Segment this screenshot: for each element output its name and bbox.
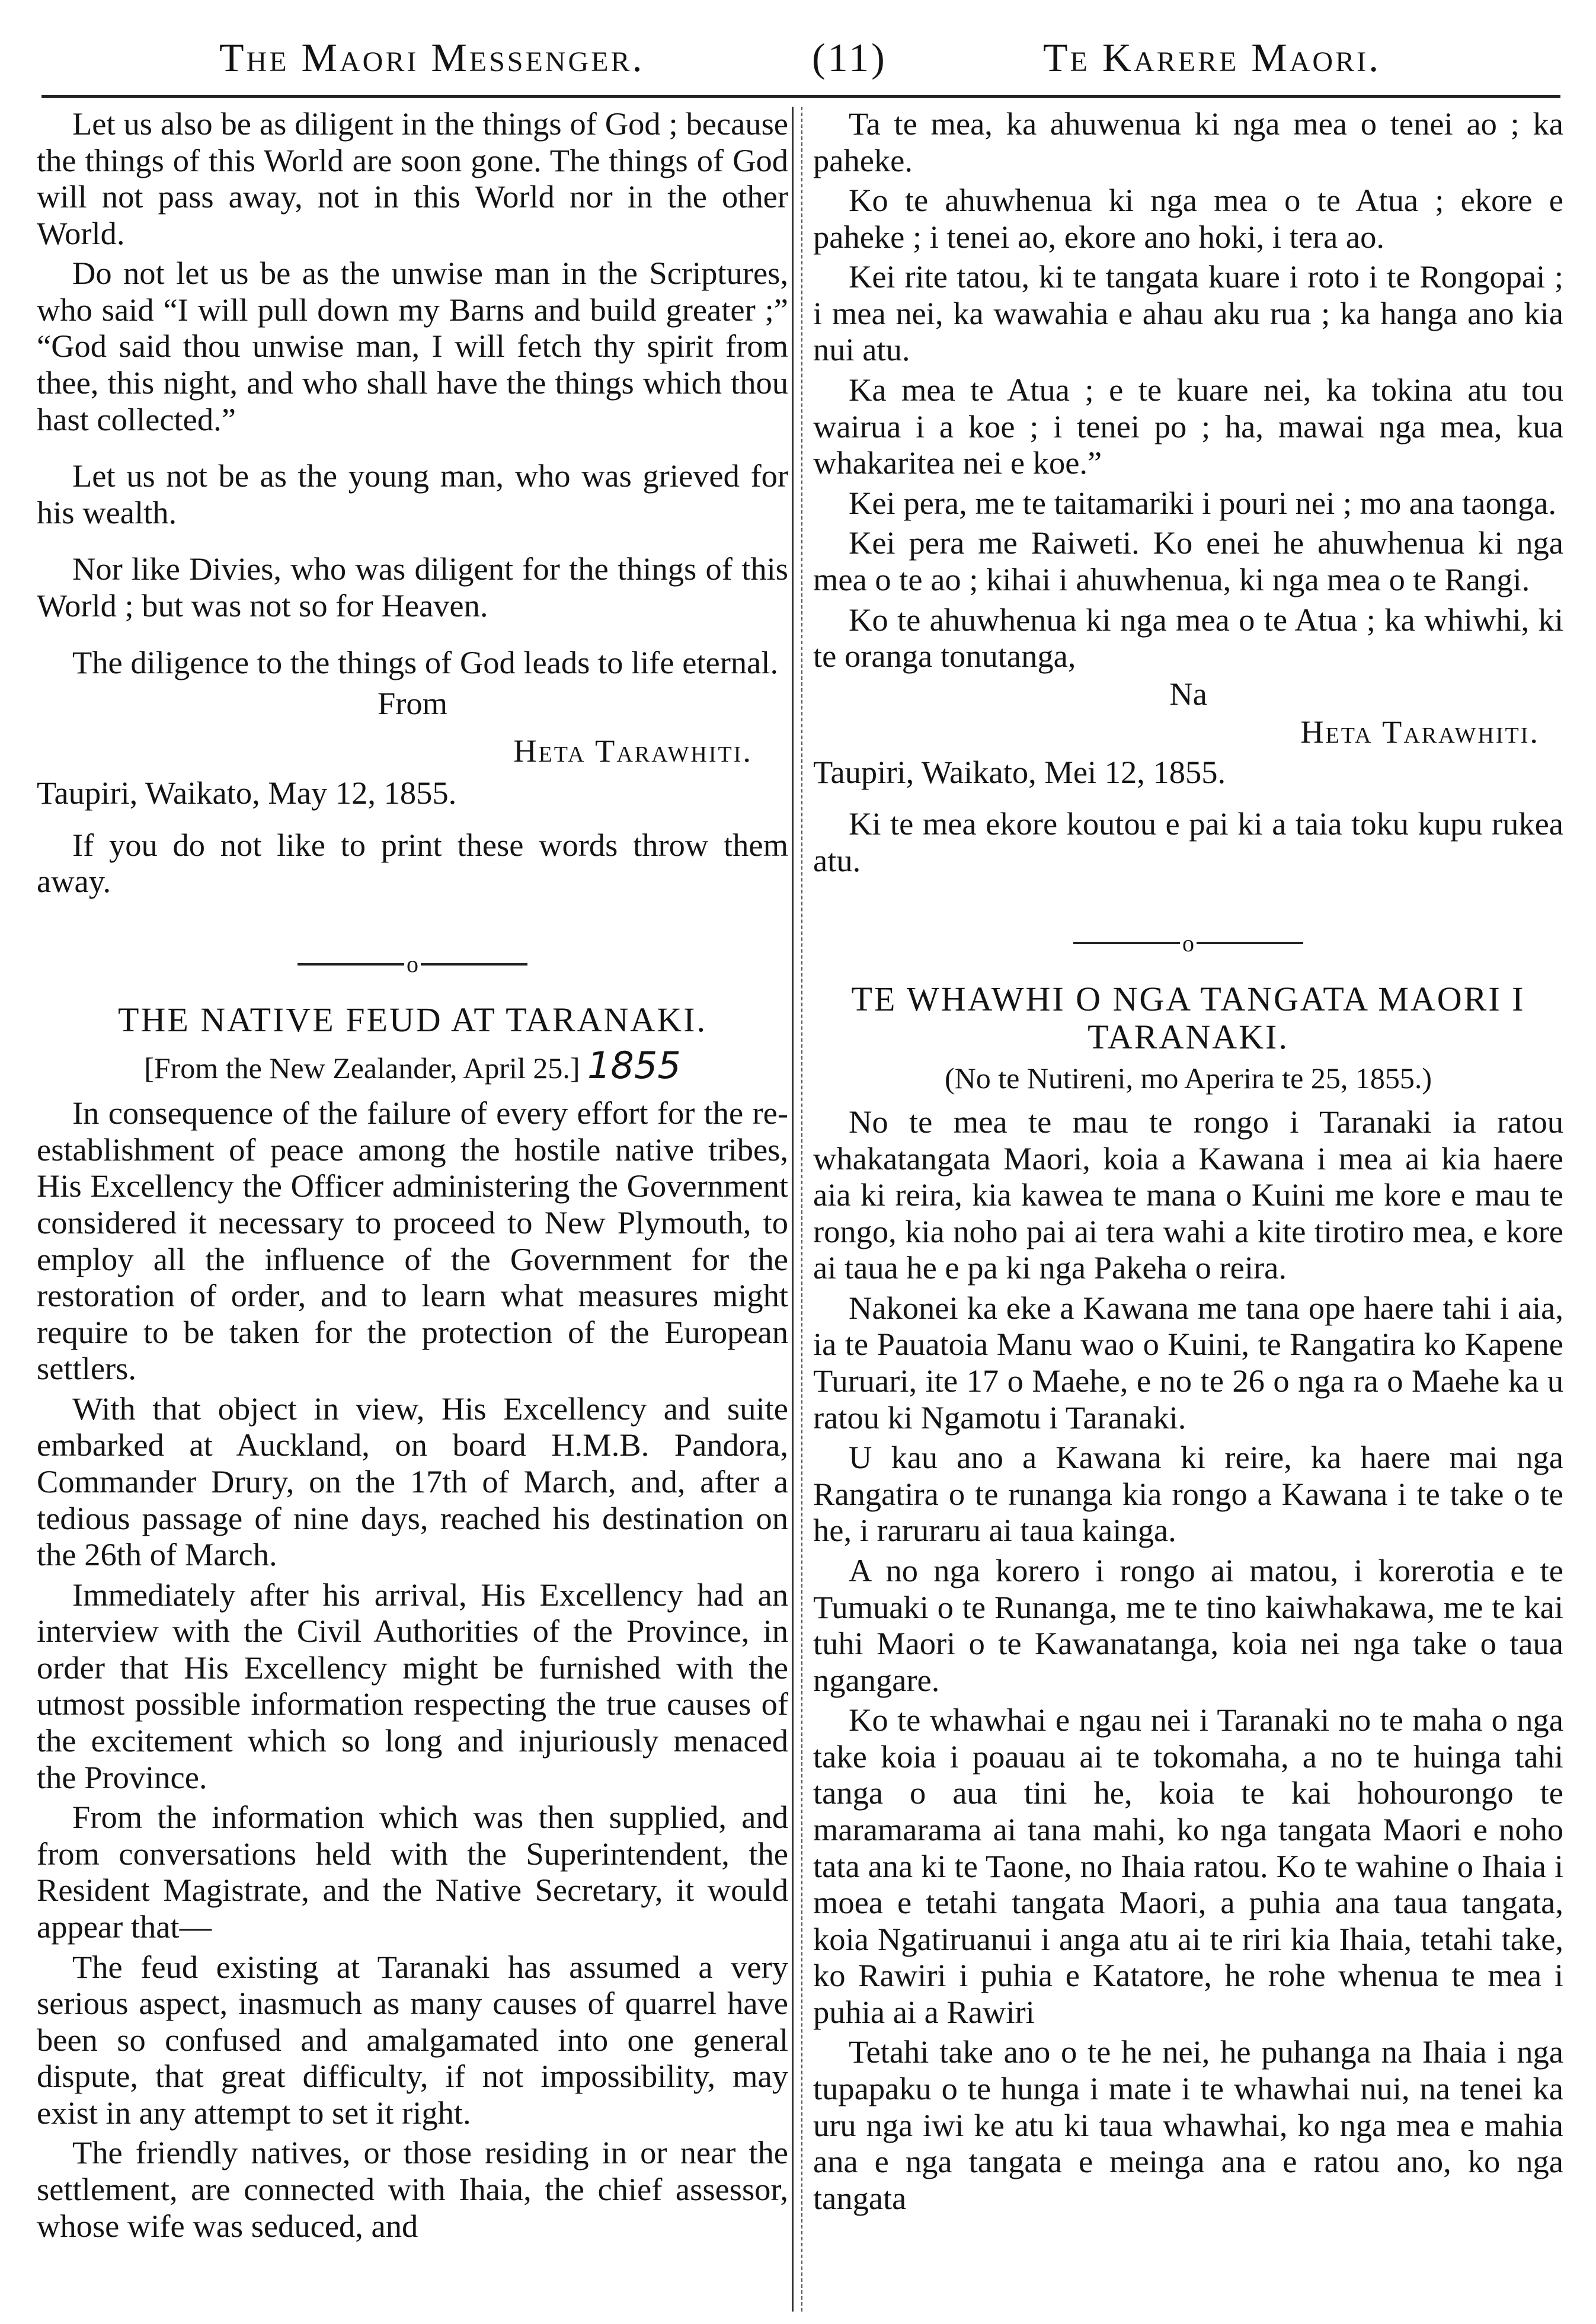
masthead-maori: Te Karere Maori. xyxy=(1043,35,1381,80)
article-paragraph: From the information which was then supplied, and from conversations held with the Superintendent, the Resident Magistrate, and the Native Secretary, it would appear that— xyxy=(37,1799,788,1945)
column-divider xyxy=(792,107,794,2312)
letter-paragraph: The diligence to the things of God leads to life eternal. xyxy=(72,644,779,680)
letter-paragraph: Let us not be as the young man, who was grieved for his wealth. xyxy=(37,458,788,530)
separator-mark: o xyxy=(407,951,418,978)
signoff-name: Heta Tarawhiti. xyxy=(513,732,753,769)
signoff-na: Na xyxy=(1169,675,1207,712)
page-header xyxy=(41,23,1560,94)
letter-paragraph: Kei pera, me te taitamariki i pouri nei ; mo ana taonga. xyxy=(849,484,1557,521)
article-source-text: [From the New Zealander, April 25.] xyxy=(144,1051,580,1085)
signoff-from: From xyxy=(377,685,448,722)
article-paragraph: Immediately after his arrival, His Excellency had an interview with the Civil Authorities of the Province, in order that His Excellency might be furnished with the utmost possible information respecting the true causes of the excitement which so long and injuriously menaced the Province. xyxy=(37,1576,788,1795)
letter-paragraph: Let us also be as diligent in the things of God ; because the things of this World are soon gone. The things of God will not pass away, not in this World nor in the other World. xyxy=(37,106,788,251)
letter-paragraph: Kei rite tatou, ki te tangata kuare i roto i te Rongopai ; i mea nei, ka wawahia e ahau aku rua ; ka hanga ano kia nui atu. xyxy=(813,258,1563,368)
letter-paragraph: Kei pera me Raiweti. Ko enei he ahuwhenua ki nga mea o te ao ; kihai i ahuwhenua, ki nga mea o te Rangi. xyxy=(813,525,1563,597)
column-divider-inner xyxy=(801,107,802,2312)
maori-column xyxy=(813,106,1563,2220)
article-paragraph: Nakonei ka eke a Kawana me tana ope haere tahi i aia, ia te Pauatoia Manu wao o Kuini, te Rangatira ko Kapene Turuari, ite 17 o Maehe, e no te 26 o nga ra o Maehe ka u ratou ki Ngamotu i Taranaki. xyxy=(813,1289,1563,1436)
letter-paragraph: Do not let us be as the unwise man in the Scriptures, who said “I will pull down my Barns and build greater ;” “God said thou unwise man, I will fetch thy spirit from thee, this night, and who shall have the things which thou hast collected.” xyxy=(37,255,788,437)
letter-paragraph: Ka mea te Atua ; e te kuare nei, ka tokina atu tou wairua i a koe ; i tenei po ; ha, mawai nga mea, kua whakaritea nei e koe.” xyxy=(813,372,1563,481)
article-paragraph: With that object in view, His Excellency and suite embarked at Auckland, on board H.M.B. Pandora, Commander Drury, on the 17th of March, and, after a tedious passage of nine days, reached his destination on the 26th of March. xyxy=(37,1390,788,1573)
section-separator xyxy=(813,927,1563,956)
signoff-name: Heta Tarawhiti. xyxy=(1300,714,1540,750)
header-rule xyxy=(41,95,1560,98)
masthead-english: The Maori Messenger. xyxy=(219,35,645,80)
postscript: If you do not like to print these words throw them away. xyxy=(37,826,788,900)
letter-paragraph: Ta te mea, ka ahuwenua ki nga mea o tenei ao ; ka paheke. xyxy=(813,106,1563,178)
article-paragraph: Ko te whawhai e ngau nei i Taranaki no te maha o nga take koia i poauau ai te tokomaha, a no te huinga tahi tanga o aua tini he, koia te kai hohourongo te maramarama ai tana mahi, ko nga tangata Maori e noho tata ana ki te Taone, no Ihaia ratou. Ko te wahine o Ihaia i moea e tetahi tangata Maori, a puhia ana taua tangata, koia Ngatiruanui i anga atu ai te riri kia Ihaia, tetahi take, ko Rawiri i puhia e Katatore, he rohe whenua te mea i puhia ai a Rawiri xyxy=(813,1702,1563,2030)
article-title: THE NATIVE FEUD AT TARANAKI. xyxy=(118,1000,707,1040)
page-number: (11) xyxy=(812,35,887,80)
article-paragraph: A no nga korero i rongo ai matou, i korerotia e te Tumuaki o te Runanga, me te tino kaiwhakawa, me te kai tuhi Maori o te Kawanatanga, koia nei nga take o taua ngangare. xyxy=(813,1552,1563,1698)
article-source: (No te Nutireni, mo Aperira te 25, 1855.) xyxy=(944,1062,1432,1095)
english-column xyxy=(37,106,788,2248)
handwritten-note: 1855 xyxy=(587,1044,681,1088)
article-paragraph: In consequence of the failure of every effort for the re-establishment of peace among the hostile native tribes, His Excellency the Officer administering the Government considered it necessary to proceed to New Plymouth, to employ all the influence of the Government for the restoration of order, and to learn what measures might require to be taken for the protection of the European settlers. xyxy=(37,1095,788,1387)
letter-paragraph: Ko te ahuwhenua ki nga mea o te Atua ; ekore e paheke ; i tenei ao, ekore ano hoki, i tera ao. xyxy=(813,182,1563,255)
postscript: Ki te mea ekore koutou e pai ki a taia toku kupu rukea atu. xyxy=(813,805,1563,878)
letter-paragraph: Ko te ahuwhenua ki nga mea o te Atua ; ka whiwhi, ki te oranga tonutanga, xyxy=(813,601,1563,674)
article-title: TE WHAWHI O NGA TANGATA MAORI I TARANAKI. xyxy=(851,979,1525,1056)
separator-mark: o xyxy=(1182,929,1194,957)
article-paragraph: U kau ano a Kawana ki reire, ka haere mai nga Rangatira o te runanga kia rongo a Kawana i te take o te he, i raruraru ai taua kainga. xyxy=(813,1439,1563,1549)
place-date: Taupiri, Waikato, May 12, 1855. xyxy=(37,775,457,811)
article-source xyxy=(37,1045,788,1086)
article-paragraph: The friendly natives, or those residing in or near the settlement, are connected with Ihaia, the chief assessor, whose wife was seduced, and xyxy=(37,2134,788,2244)
article-paragraph: The feud existing at Taranaki has assumed a very serious aspect, inasmuch as many causes of quarrel have been so confused and amalgamated into one general dispute, that great difficulty, if not impossibility, may exist in any attempt to set it right. xyxy=(37,1948,788,2131)
letter-paragraph: Nor like Divies, who was diligent for the things of this World ; but was not so for Heaven. xyxy=(37,551,788,624)
place-date: Taupiri, Waikato, Mei 12, 1855. xyxy=(813,753,1226,790)
section-separator xyxy=(37,948,788,977)
article-paragraph: No te mea te mau te rongo i Taranaki ia ratou whakatangata Maori, koia a Kawana i mea ai kia haere aia ki reira, kia kawea te mana o Kuini me kore e mau te rongo, kia noho pai ai tera wahi a kite tirotiro mea, e kore ai taua he e pa ki nga Pakeha o reira. xyxy=(813,1103,1563,1286)
article-paragraph: Tetahi take ano o te he nei, he puhanga na Ihaia i nga tupapaku o te hunga i mate i te whawhai nui, na tenei ka uru nga iwi ke atu ki taua whawhai, ko nga mea e mahia ana e nga tangata e meinga ana e ratou ano, ko nga tangata xyxy=(813,2034,1563,2216)
